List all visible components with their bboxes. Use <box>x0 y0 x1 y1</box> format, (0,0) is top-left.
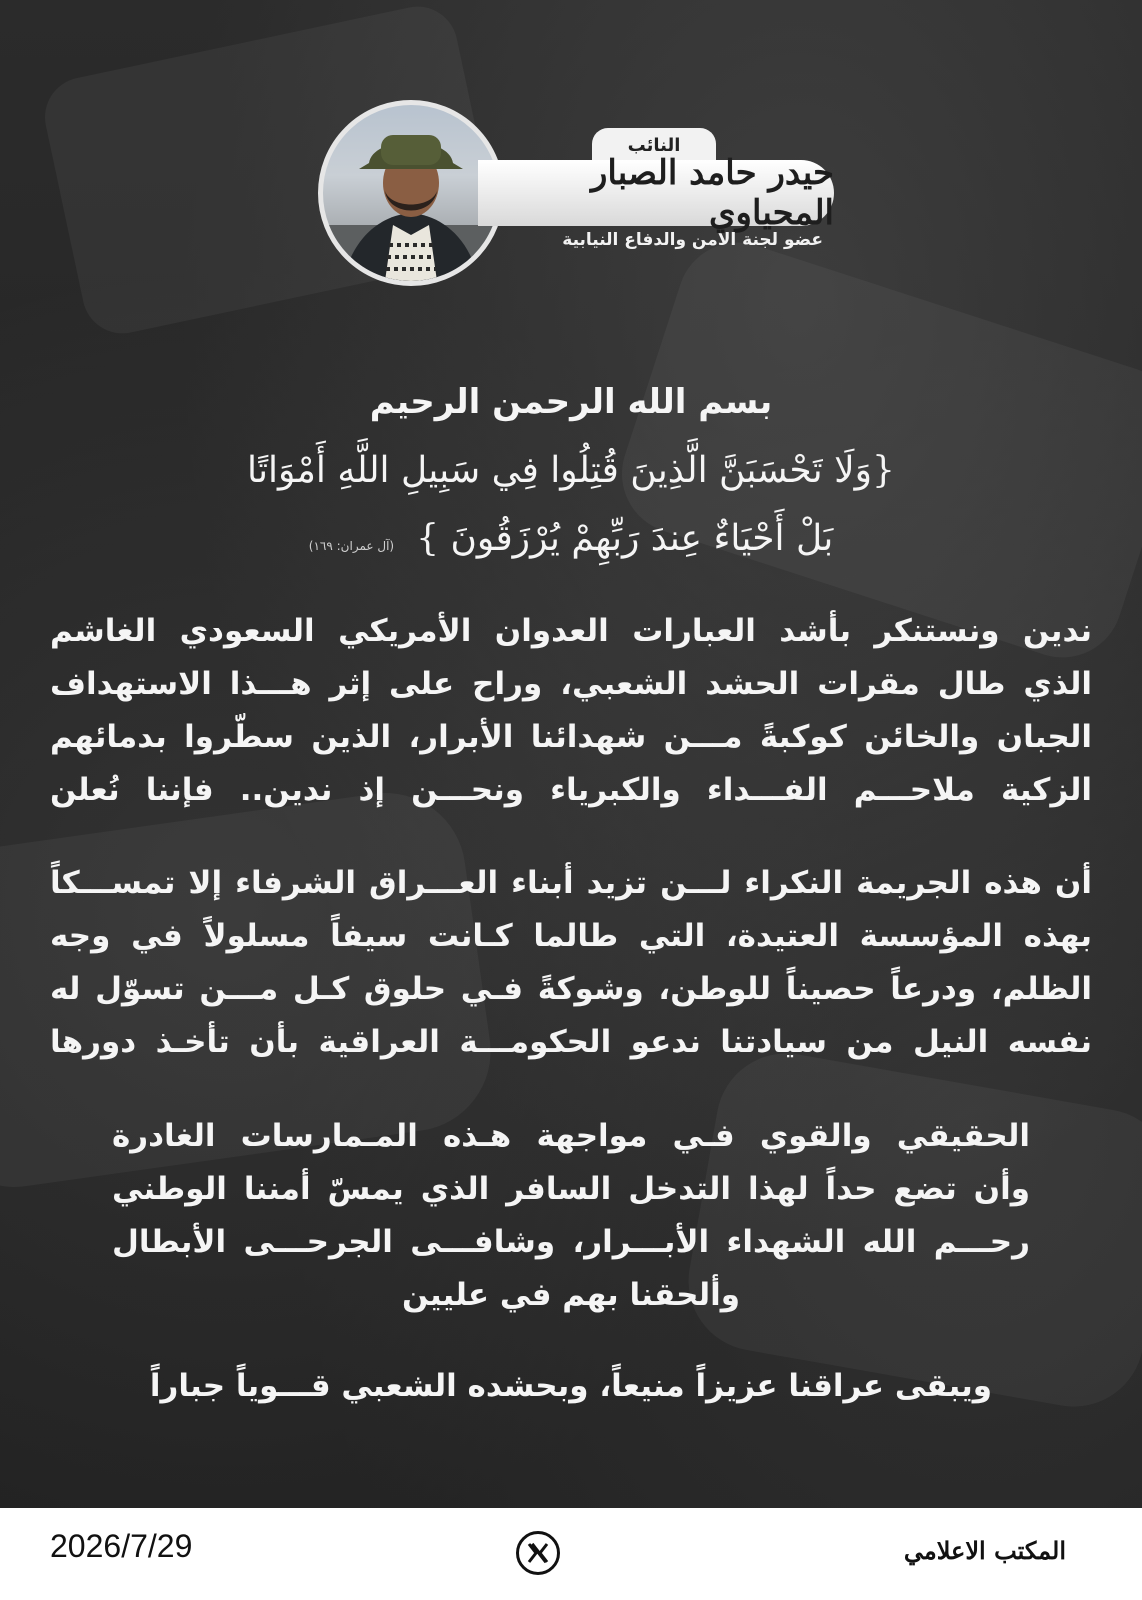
statement-line: وألحقنا بهم في عليين <box>402 1277 740 1313</box>
statement-closing-line: ويبقى عراقنا عزيزاً منيعاً، وبحشده الشعبي قـــوياً جباراً <box>149 1368 993 1404</box>
statement-line: الظلم، ودرعاً حصيناً للوطن، وشوكةً فـي حلوق كـل مـــن تسوّل له <box>50 971 1092 1007</box>
name-plate <box>478 153 834 233</box>
verse-reference: (آل عمران: ١٦٩) <box>308 539 395 553</box>
member-name: حيدر حامد الصبار المحياوي <box>591 153 834 233</box>
statement-line: نفسه النيل من سيادتنا ندعو الحكومـــة العراقية بأن تأخـذ دورها <box>50 1024 1092 1060</box>
portrait-figure <box>323 105 499 281</box>
member-committee: عضو لجنة الامن والدفاع النيابية <box>562 230 823 250</box>
statement-date: 2026/7/29 <box>50 1528 193 1564</box>
statement-line: رحـــم الله الشهداء الأبـــرار، وشافـــى الجرحـــى الأبطال <box>112 1224 1030 1260</box>
statement-paragraph-1 <box>50 605 1092 817</box>
portrait-photo <box>318 100 504 286</box>
quran-verse-line-1: {وَلَا تَحْسَبَنَّ الَّذِينَ قُتِلُوا فِي سَبِيلِ اللَّهِ أَمْوَاتًا <box>247 450 895 491</box>
statement-line: أن هذه الجريمة النكراء لـــن تزيد أبناء العـــراق الشرفاء إلا تمســـكاً <box>50 865 1092 901</box>
statement-line: وأن تضع حداً لهذا التدخل السافر الذي يمسّ أمننا الوطني <box>112 1171 1030 1207</box>
statement-paragraph-2 <box>50 857 1092 1069</box>
statement-paragraph-3 <box>112 1110 1030 1322</box>
statement-line: الذي طال مقرات الحشد الشعبي، وراح على إثر هـــذا الاستهداف <box>50 666 1092 702</box>
x-logo-icon[interactable] <box>516 1531 560 1575</box>
statement-line: الجبان والخائن كوكبةً مـــن شهدائنا الأبرار، الذين سطّروا بدمائهم <box>50 719 1092 755</box>
quran-verse-line-2: بَلْ أَحْيَاءٌ عِندَ رَبِّهِمْ يُرْزَقُونَ } <box>416 518 834 559</box>
member-title: النائب <box>627 134 681 156</box>
statement-line: الزكية ملاحـــم الفـــداء والكبرياء ونحـــن إذ ندين.. فإننا نُعلن <box>50 772 1092 808</box>
media-office-label: المكتب الاعلامي <box>903 1536 1066 1565</box>
statement-line: ندين ونستنكر بأشد العبارات العدوان الأمريكي السعودي الغاشم <box>50 613 1092 649</box>
statement-line: الحقيقي والقوي فـي مواجهة هـذه المـمارسات الغادرة <box>112 1118 1030 1154</box>
x-logo-glyph <box>526 1541 550 1565</box>
basmala-heading: بسم الله الرحمن الرحيم <box>369 382 773 422</box>
statement-line: بهذه المؤسسة العتيدة، التي طالما كـانت سيفاً مسلولاً في وجه <box>50 918 1092 954</box>
quran-verse-line-2-row <box>0 518 1142 559</box>
